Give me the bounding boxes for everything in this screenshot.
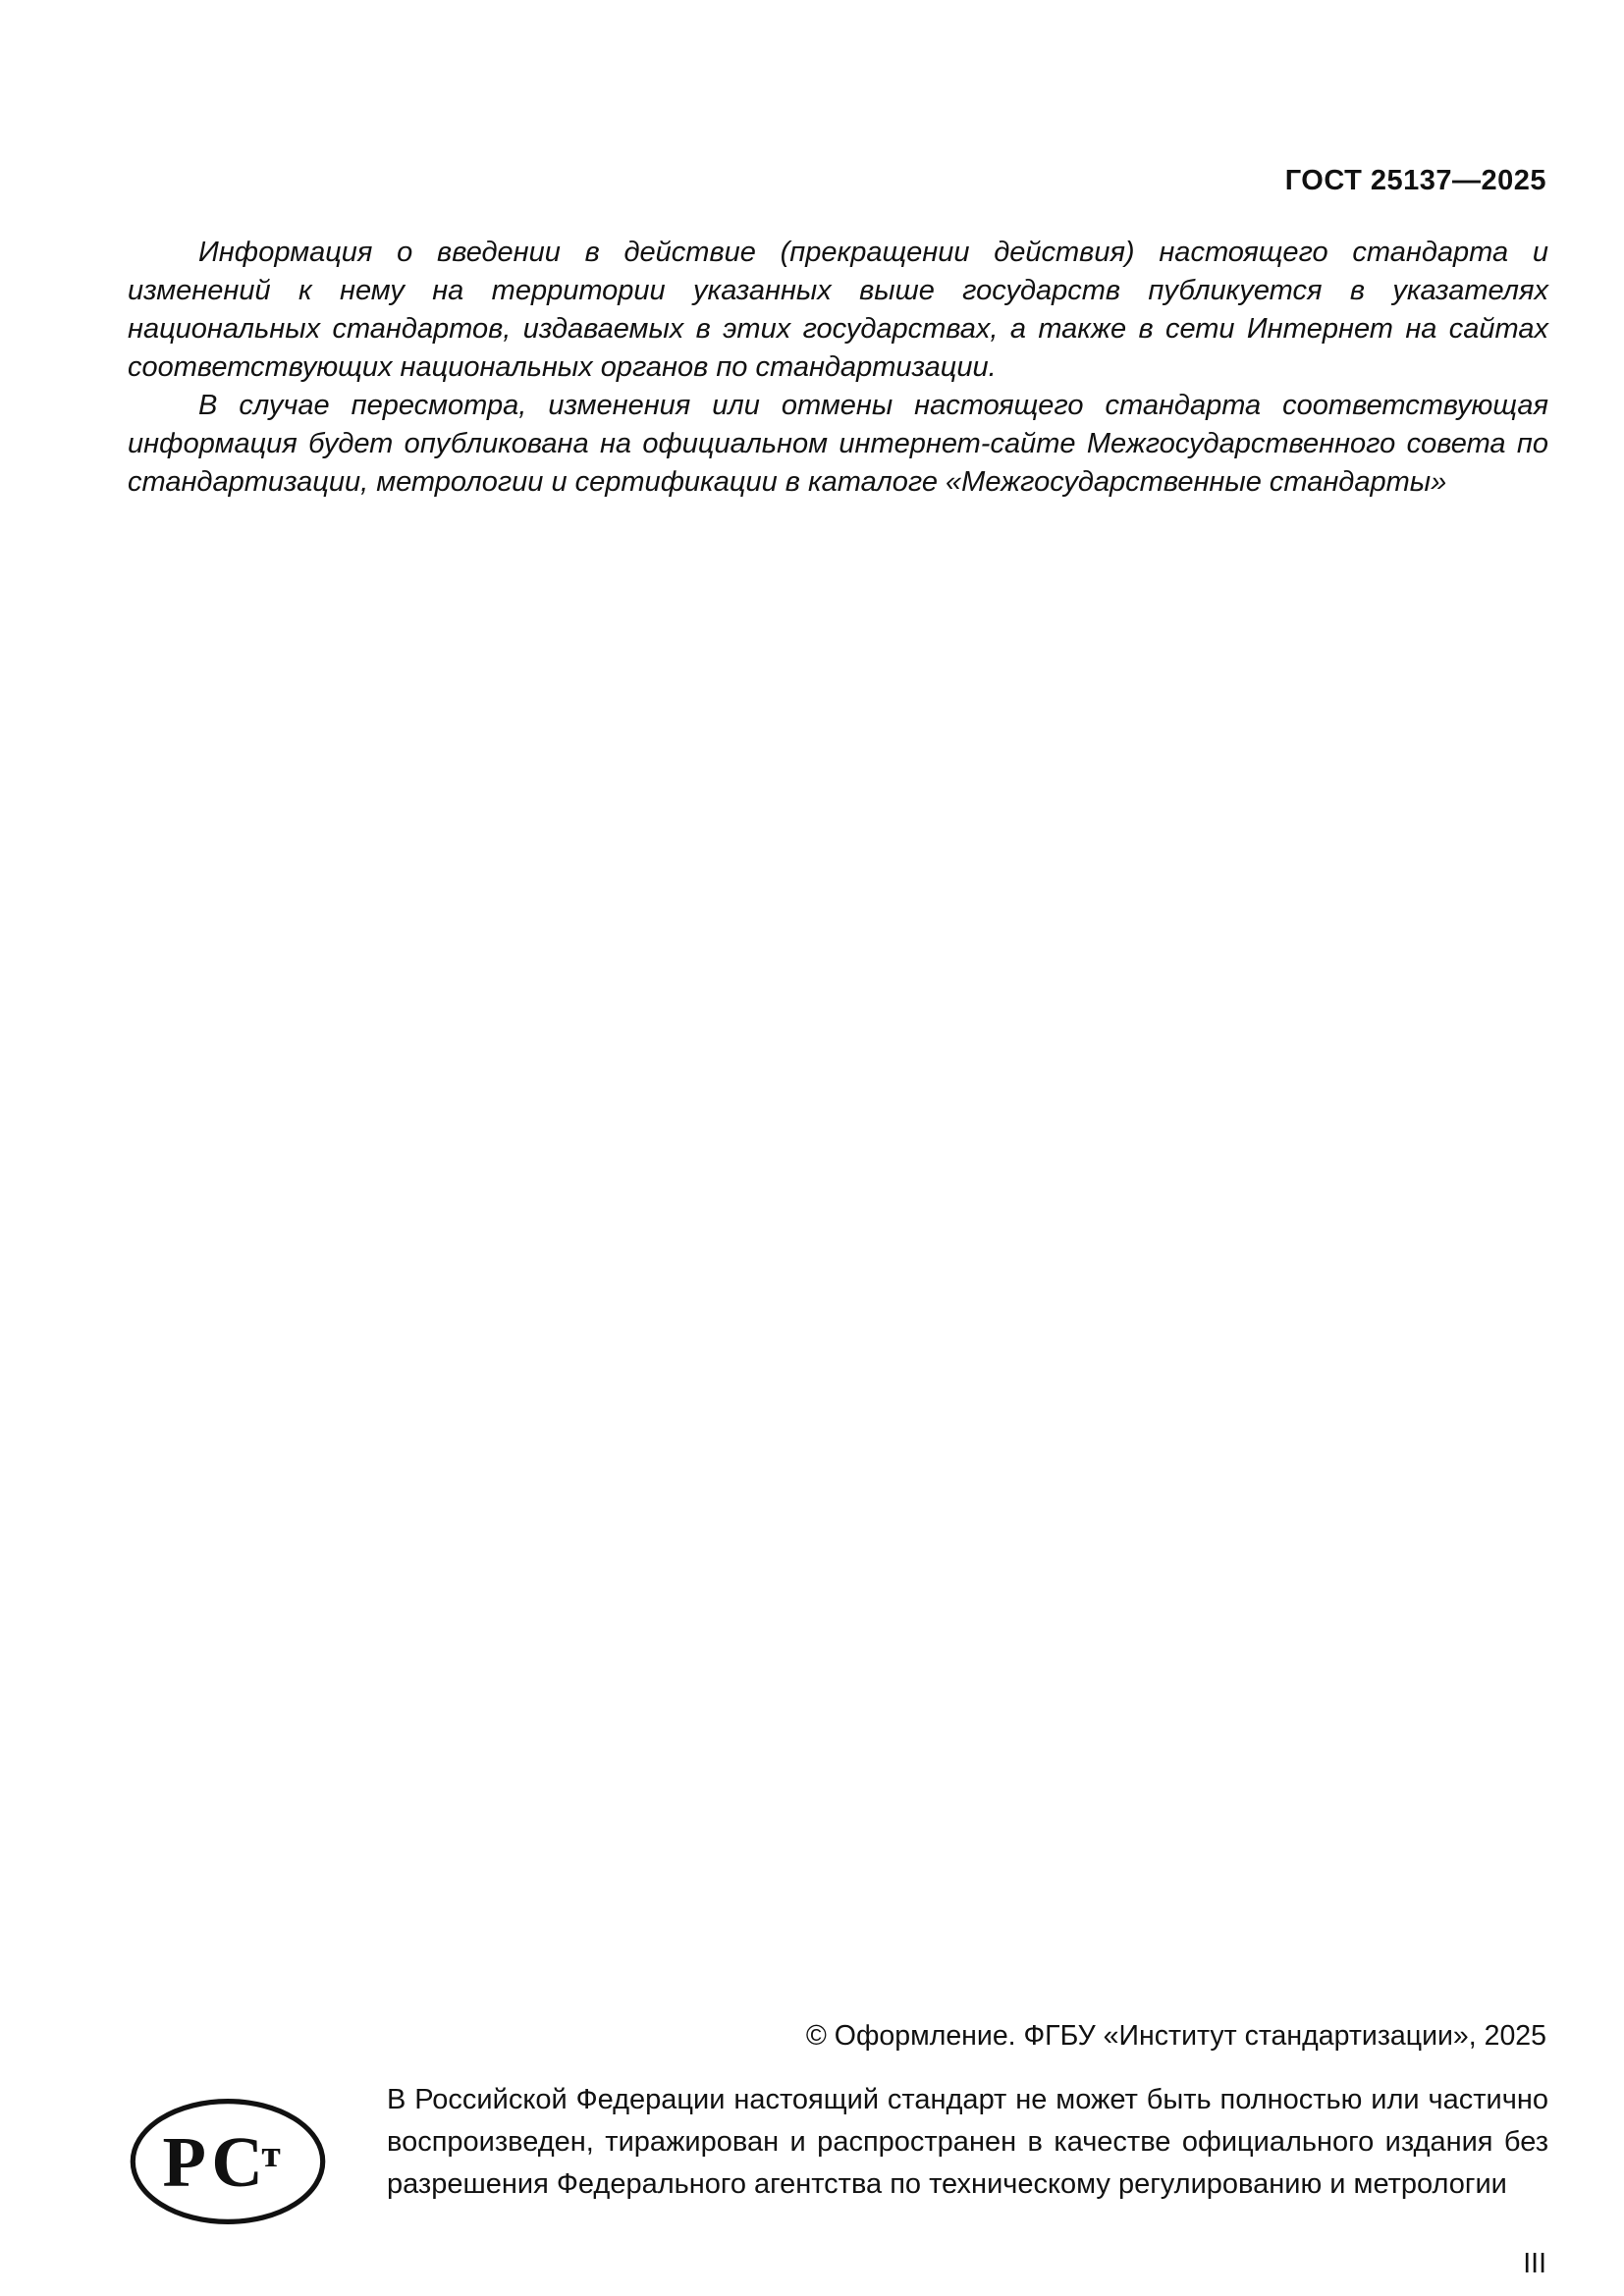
logo-letter-r: Р (162, 2121, 206, 2202)
intro-paragraph-2: В случае пересмотра, изменения или отмены настоящего стандарта соответствующая информация будет опубликована на официальном интернет-сайте Межгосударственного совета по стандартизации, метрологии и сертификации в каталоге «Межгосударственные стандарты» (128, 390, 1548, 498)
page-number: III (1523, 2248, 1546, 2279)
rosstandart-logo-icon (126, 2093, 330, 2230)
logo-letter-t: т (261, 2132, 281, 2176)
intro-section (128, 234, 1548, 502)
restriction-block (126, 2079, 1548, 2230)
restriction-text: В Российской Федерации настоящий стандарт не может быть полностью или частично воспроизведен, тиражирован и распространен в качестве официального издания без разрешения Федерального агентства по техническому регулированию и метрологии (387, 2084, 1548, 2200)
document-number: ГОСТ 25137—2025 (1284, 165, 1546, 196)
intro-paragraph-1: Информация о введении в действие (прекращении действия) настоящего стандарта и изменений к нему на территории указанных выше государств публикуется в указателях национальных стандартов, издаваемых в этих государствах, а также в сети Интернет на сайтах соответствующих национальных органов по стандартизации. (128, 237, 1548, 383)
logo-letter-s: С (211, 2121, 263, 2202)
copyright-line: © Оформление. ФГБУ «Институт стандартизации», 2025 (805, 2020, 1546, 2052)
